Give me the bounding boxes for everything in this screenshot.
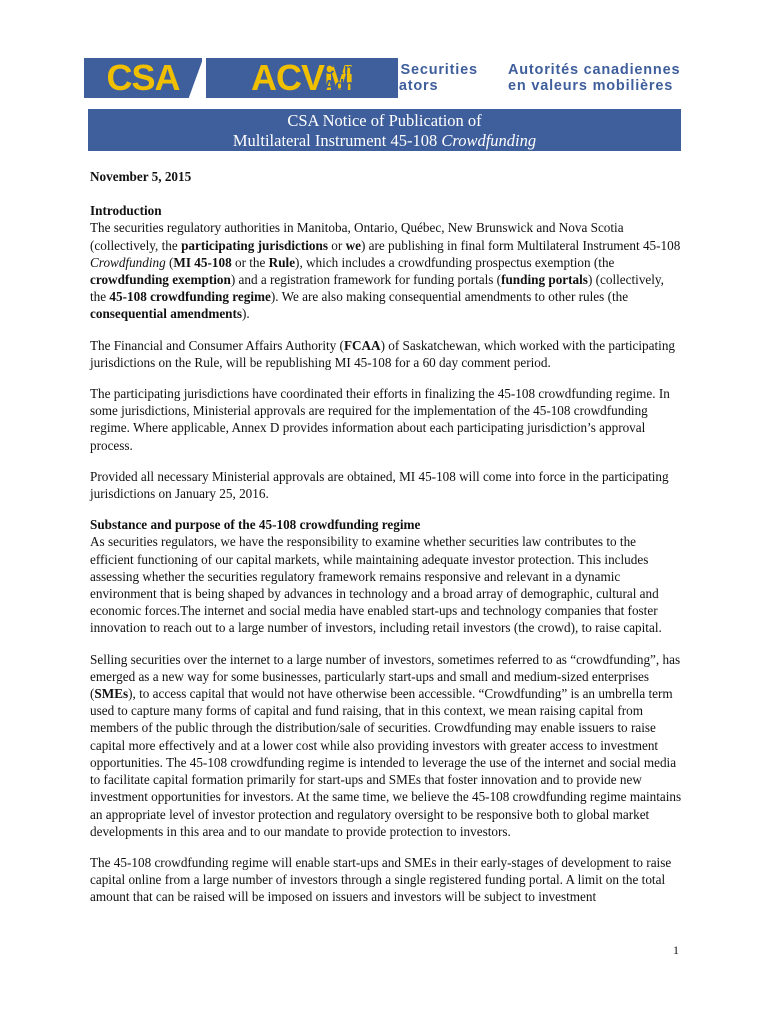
title-line2-prefix: Multilateral Instrument 45-108	[232, 131, 442, 150]
text-run: or	[327, 237, 346, 253]
text-run: ) and a registration framework for funding portals (	[230, 272, 502, 288]
document-body	[90, 168, 682, 920]
title-line2	[88, 131, 681, 151]
defined-term: we	[345, 237, 361, 253]
logo-en-line2: Administrators	[324, 78, 439, 94]
csa-acvm-logo	[84, 58, 694, 98]
text-run: ) (collectively, the	[90, 272, 664, 305]
text-run: ) are publishing in final form Multilateral Instrument 45-108	[360, 237, 681, 253]
intro-paragraph-1	[90, 202, 682, 322]
intro-heading: Introduction	[90, 203, 162, 219]
defined-term: MI 45-108	[173, 254, 232, 270]
logo-english-name	[324, 62, 478, 94]
notice-date: November 5, 2015	[90, 169, 192, 184]
title-line2-italic: Crowdfunding	[441, 131, 537, 150]
intro-paragraph-2	[90, 337, 682, 371]
text-run: Selling securities over the internet to a large number of investors, sometimes referred to as “crowdfunding”, has emerged as a new way for some businesses, particularly start-ups and small and medium-sized enterprises (	[90, 651, 681, 702]
text-run: The securities regulatory authorities in Manitoba, Ontario, Québec, New Brunswick and Nova Scotia (collectively, the	[90, 220, 624, 253]
logo-en-line1: Canadian Securities	[324, 62, 478, 78]
logo-acvm-box: ACVM	[206, 58, 398, 98]
substance-heading: Substance and purpose of the 45-108 crowdfunding regime	[90, 517, 421, 533]
text-run: ).	[242, 306, 250, 322]
text-run: or the	[231, 254, 269, 270]
text-run: As securities regulators, we have the responsibility to examine whether securities law contributes to the efficient functioning of our capital markets, while maintaining adequate investor protection. This includes assessing whether the securities regulatory framework remains responsive and relevant in a dynamic environment that is being shaped by advances in technology and a broad array of demographic, cultural and economic forces.The internet and social media have enabled start-ups and technology companies that foster innovation to reach out to a large number of investors, including retail investors (the crowd), to raise capital.	[90, 534, 662, 636]
defined-term: FCAA	[343, 337, 381, 353]
logo-csa-box: CSA	[84, 58, 202, 98]
defined-term: consequential amendments	[90, 306, 243, 322]
title-line1: CSA Notice of Publication of	[287, 111, 482, 130]
intro-paragraph-3: The participating jurisdictions have coordinated their efforts in finalizing the 45-108 crowdfunding regime. In some jurisdictions, Ministerial approvals are required for the implementation of the 45-108 crowdfunding regime. Where applicable, Annex D provides information about each participating jurisdiction’s approval process.	[90, 386, 670, 453]
defined-term: crowdfunding exemption	[90, 272, 231, 288]
italic-term: Crowdfunding	[90, 254, 166, 270]
defined-term: funding portals	[501, 272, 588, 288]
text-run: ), to access capital that would not have otherwise been accessible. “Crowdfunding” is an umbrella term used to capture many forms of capital and fund raising, that in this context, we mean raising capital from members of the public through the distribution/sale of securities. Crowdfunding may enable issuers to raise capital more effectively and at a lower cost while also providing investors with greater access to investment opportunities. The 45-108 crowdfunding regime is intended to leverage the use of the internet and social media to facilitate capital formation primarily for start-ups and SMEs that foster innovation and to provide new investment opportunities for investors. At the same time, we believe the 45-108 crowdfunding regime maintains an appropriate level of investor protection and regulatory oversight to be responsive both to global market developments in this area and to our mandate to provide protection to investors.	[90, 686, 682, 839]
text-run: ) of Saskatchewan, which worked with the participating jurisdictions on the Rule, will be republishing MI 45-108 for a 60 day comment period.	[90, 337, 676, 370]
defined-term: 45-108 crowdfunding regime	[109, 289, 271, 305]
substance-paragraph-3: The 45-108 crowdfunding regime will enable start-ups and SMEs in their early-stages of development to raise capital online from a large number of investors through a single registered funding portal. A limit on the total amount that can be raised will be imposed on issuers and investors will be subject to investment	[90, 854, 672, 905]
text-run: (	[165, 254, 174, 270]
logo-french-name	[508, 62, 680, 94]
text-run: ), which includes a crowdfunding prospectus exemption (the	[295, 254, 615, 270]
defined-term: SMEs	[94, 686, 129, 702]
notice-title	[88, 109, 681, 151]
substance-paragraph-2	[90, 651, 682, 840]
logo-fr-line1: Autorités canadiennes	[508, 62, 681, 78]
defined-term: Rule	[268, 254, 296, 270]
defined-term: participating jurisdictions	[181, 237, 328, 253]
substance-paragraph-1	[90, 516, 682, 636]
logo-fr-line2: en valeurs mobilières	[508, 78, 674, 94]
text-run: ). We are also making consequential amendments to other rules (the	[270, 289, 629, 305]
text-run: The Financial and Consumer Affairs Authority (	[90, 337, 344, 353]
page-number: 1	[673, 943, 679, 957]
intro-paragraph-4: Provided all necessary Ministerial approvals are obtained, MI 45-108 will come into force in the participating jurisdictions on January 25, 2016.	[90, 468, 669, 502]
